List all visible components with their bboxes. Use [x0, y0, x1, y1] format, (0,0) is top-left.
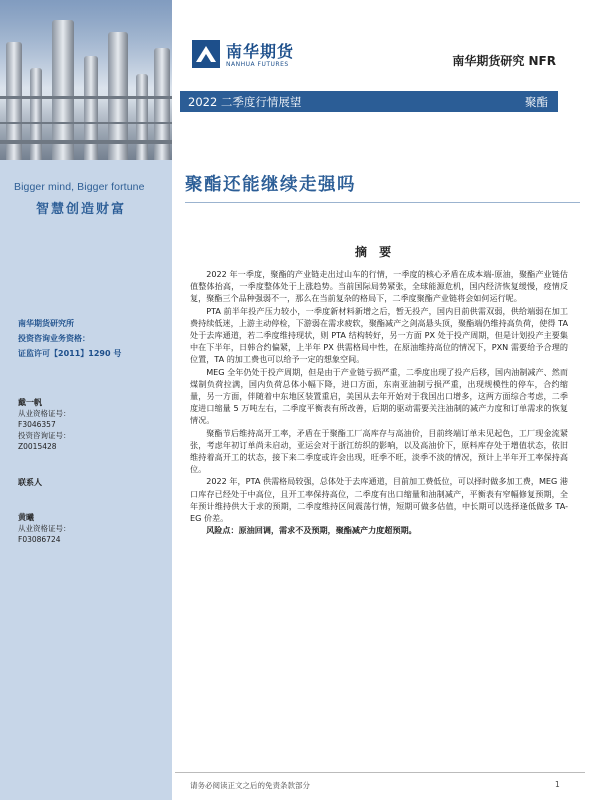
disclaimer-note: 请务必阅读正文之后的免责条款部分 — [190, 781, 310, 790]
footer-divider — [175, 772, 585, 773]
contact-line: 从业资格证号： — [18, 524, 71, 533]
industrial-plant-photo — [0, 0, 172, 160]
abstract-paragraph: PTA 前半年投产压力较小，一季度新材料新增之后，暂无投产，国内目前供需双弱，供给端弱在加工费持续低迷，上游主动停检，下游弱在需求疲软，聚酯减产之剑高悬头顶，聚酯端仍维持高负荷，使得 TA 处于去库通道，若二季度维持现状，则 PTA 结构转好，另一方面 PX 处于投产周期，但是计划投产主要集中在下半年，日韩合约偏紧，上半年 PX 供需格局中性，在原油维持高位的情况下，PXN 需要给予合理的位置，TA 的加工费也可以给予一定的想象空间。 — [190, 305, 568, 365]
contact-line: F03086724 — [18, 535, 61, 544]
abstract-body — [190, 268, 568, 536]
analyst-name: 戴一帆 — [18, 398, 42, 407]
risk-statement: 风险点：原油回调，需求不及预期，聚酯减产力度超预期。 — [206, 525, 417, 536]
org-line: 证监许可【2011】1290 号 — [18, 349, 122, 358]
left-sidebar — [0, 0, 172, 800]
analyst-line: 从业资格证号： — [18, 409, 71, 418]
analyst-line: F3046357 — [18, 420, 56, 429]
contact-info — [18, 512, 71, 545]
analyst-info — [18, 397, 71, 452]
brand-name-cn: 南华期货 — [226, 42, 295, 61]
banner-period: 2022 二季度行情展望 — [188, 95, 302, 109]
contact-name: 黄曦 — [18, 513, 34, 522]
abstract-paragraph: 聚酯节后维持高开工率，矛盾在于聚酯工厂高库存与高油价，目前终端订单未见起色，工厂现金流紧张，考虑年初订单尚未启动，亚运会对于浙江纺织的影响，以及高油价下，原料库存处于增值状态，依旧维持着高开工的状态，接下来二季度或许会出现，旺季不旺，淡季不淡的情况，预计上半年开工率保持高位。 — [190, 427, 568, 475]
abstract-paragraph: MEG 全年仍处于投产周期，但是由于产业链亏损严重，二季度出现了投产后移，国内油制减产、然而煤制负荷拉满，国内负荷总体小幅下降，进口方面，东南亚油制亏损严重，出现规模性的停车，合约缩量，另一方面，伴随着中东地区装置重启，美国从去年开始对于我国出口增多，这两方面综合考虑，二季度进口缩量 5 万吨左右，二季度平衡表有所改善，后期的驱动需要关注油制的减产力度和订单需求的恢复情况。 — [190, 366, 568, 426]
abstract-paragraph: 2022 年一季度，聚酯的产业链走出过山车的行情，一季度的核心矛盾在成本端-原油，聚酯产业链估值整体抬高，一季度整体处于上涨趋势。当前国际局势紧张，全球能源危机，国内经济恢复缓慢，疫情反复，聚酯三个品种强弱不一，那么在当前复杂的格局下，二季度聚酯产业链将会如何运行呢。 — [190, 269, 568, 304]
org-line: 投资咨询业务资格： — [18, 334, 90, 343]
brand-name-en: NANHUA FUTURES — [226, 61, 289, 68]
org-line: 南华期货研究所 — [18, 319, 74, 328]
slogan-chinese: 智慧创造财富 — [36, 202, 127, 217]
analyst-line: Z0015428 — [18, 442, 57, 451]
abstract-heading: 摘 要 — [355, 245, 396, 259]
contact-heading: 联系人 — [18, 478, 42, 487]
research-label: 南华期货研究 NFR — [452, 54, 556, 68]
nanhua-logo-icon — [192, 40, 220, 68]
contact-label — [18, 477, 42, 488]
banner-sector: 聚酯 — [525, 95, 548, 109]
analyst-line: 投资咨询证号： — [18, 431, 71, 440]
page-number: 1 — [555, 780, 560, 789]
abstract-paragraph: 2022 年，PTA 供需格局较强，总体处于去库通道，目前加工费低位，可以择时做多加工费，MEG 港口库存已经处于中高位，且开工率保持高位，二季度有出口缩量和油制减产，平衡表有窄幅修复预期，全年预计维持供大于求的预期，二季度维持区间震荡行情，短期可做多估值，中长期可以选择逢低做多 TA-EG 价差。 — [190, 476, 568, 524]
title-divider — [185, 202, 580, 203]
slogan-english: Bigger mind, Bigger fortune — [14, 181, 145, 193]
research-institute-info — [18, 316, 121, 361]
report-banner — [180, 91, 558, 112]
report-title: 聚酯还能继续走强吗 — [185, 175, 356, 195]
